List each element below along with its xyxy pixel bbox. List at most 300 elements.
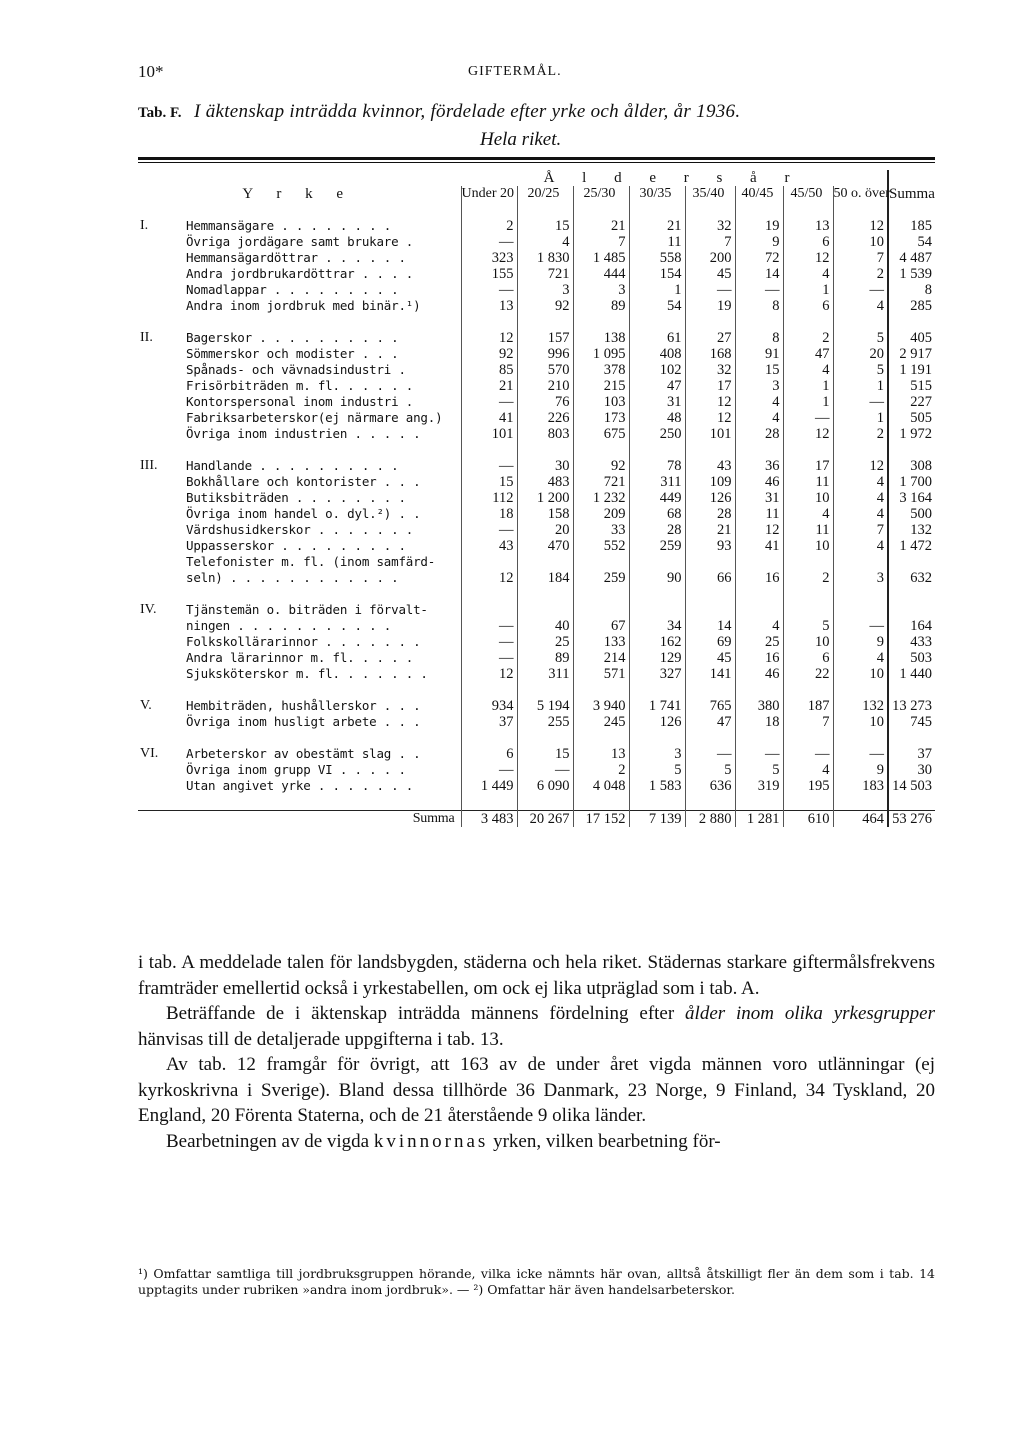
cell-value: 41 [461,410,517,426]
summa-value: 7 139 [629,811,685,828]
row-label: Butiksbiträden . . . . . . . . [186,490,406,505]
summa-value: 3 483 [461,811,517,828]
cell-value: 2 [461,218,517,234]
row-label: seln) . . . . . . . . . . . . [186,570,399,585]
cell-value: 15 [461,474,517,490]
table-row [138,762,935,778]
cell-value: 45 [685,266,735,282]
cell-summa: 227 [888,394,935,410]
summa-label: Summa [186,811,461,828]
row-label: Spånads- och vävnadsindustri . [186,362,406,377]
cell-value: 250 [629,426,685,442]
cell-value: 323 [461,250,517,266]
cell-value [685,602,735,618]
cell-value: 9 [833,634,888,650]
cell-value: 934 [461,698,517,714]
cell-value: 311 [517,666,573,682]
cell-value: 4 [735,394,783,410]
table-row [138,698,935,714]
cell-value: 1 095 [573,346,629,362]
cell-value: 3 [629,746,685,762]
header-age-col: 45/50 [783,186,833,202]
cell-value: 32 [685,362,735,378]
cell-value: 12 [685,410,735,426]
cell-value: 34 [629,618,685,634]
cell-value: 138 [573,330,629,346]
cell-value: 28 [629,522,685,538]
cell-value: 1 830 [517,250,573,266]
cell-value: 5 [629,762,685,778]
table-row [138,666,935,682]
cell-value: 46 [735,474,783,490]
table-row [138,362,935,378]
cell-value: 1 741 [629,698,685,714]
cell-value: 8 [735,330,783,346]
cell-value: 4 [783,266,833,282]
cell-summa: 1 472 [888,538,935,554]
header-aldersar: Å l d e r s å r [543,170,802,186]
cell-summa: 632 [888,570,935,586]
table-row [138,394,935,410]
header-summa: Summa [888,170,935,202]
cell-value [461,554,517,570]
cell-summa [888,602,935,618]
cell-summa: 745 [888,714,935,730]
body-text [138,950,935,1154]
cell-value: 4 [783,362,833,378]
table-title [138,101,938,150]
cell-value: 12 [783,250,833,266]
title-line-1: I äktenskap inträdda kvinnor, fördelade efter yrke och ålder, år 1936. [194,101,741,122]
cell-value: 259 [573,570,629,586]
cell-value: 109 [685,474,735,490]
header-age-col: Under 20 [461,186,517,202]
title-line-2: Hela riket. [480,129,562,150]
cell-value: 255 [517,714,573,730]
cell-value: 8 [735,298,783,314]
cell-value: 47 [629,378,685,394]
cell-value: 10 [783,538,833,554]
row-label: Frisörbiträden m. fl. . . . . . [186,378,414,393]
cell-value: 4 [735,410,783,426]
cell-value: — [461,394,517,410]
cell-value: 721 [573,474,629,490]
row-label: Bokhållare och kontorister . . . [186,474,421,489]
cell-value: — [833,746,888,762]
cell-summa: 308 [888,458,935,474]
cell-value: 996 [517,346,573,362]
header-age-col: 30/35 [629,186,685,202]
cell-value [833,554,888,570]
table-row [138,490,935,506]
header-age-col: 50 o. över [833,186,890,201]
cell-value: 10 [783,634,833,650]
cell-value: 245 [573,714,629,730]
cell-value: 1 200 [517,490,573,506]
paragraph-1: i tab. A meddelade talen för landsbygden, städerna och hela riket. Städernas starkare giftermålsfrekvens framträder emellertid också i yrkestabellen, om ock ej lika utpräglad som i tab. A. [138,952,935,999]
cell-value: 91 [735,346,783,362]
cell-value: 3 940 [573,698,629,714]
table-row [138,650,935,666]
cell-value: 19 [735,218,783,234]
cell-value: 7 [685,234,735,250]
cell-value: 184 [517,570,573,586]
cell-summa: 14 503 [888,778,935,794]
row-label: Tjänstemän o. biträden i förvalt- [186,602,428,617]
cell-value: 31 [735,490,783,506]
cell-value [461,602,517,618]
cell-value: 28 [735,426,783,442]
table-row [138,570,935,586]
cell-value: 4 [735,618,783,634]
cell-value: 7 [573,234,629,250]
cell-value: 157 [517,330,573,346]
table-row [138,330,935,346]
cell-value: 18 [461,506,517,522]
row-label: Kontorspersonal inom industri . [186,394,414,409]
cell-value: 2 [783,570,833,586]
paragraph-3: Av tab. 12 framgår för övrigt, att 163 av de under året vigda männen voro utlänningar (ej kyrkoskrivna i Sverige). Bland dessa tillhörde 36 Danmark, 23 Norge, 9 Finland, 34 Tyskland, 20 England, 20 Förenta Staterna, och de 21 återstående 9 olika länder. [138,1054,935,1126]
cell-value: 101 [685,426,735,442]
cell-value: 19 [685,298,735,314]
cell-value: 43 [685,458,735,474]
cell-value: 10 [833,234,888,250]
row-label: ningen . . . . . . . . . . . [186,618,392,633]
row-label: Folkskollärarinnor . . . . . . . [186,634,421,649]
cell-value: 12 [461,666,517,682]
cell-value: 7 [833,522,888,538]
cell-value: 12 [833,458,888,474]
table-row [138,234,935,250]
cell-summa: 1 539 [888,266,935,282]
row-label: Handlande . . . . . . . . . . [186,458,399,473]
cell-value: 449 [629,490,685,506]
cell-value: 54 [629,298,685,314]
page-header [138,62,938,86]
cell-value: 41 [735,538,783,554]
cell-summa: 54 [888,234,935,250]
table-row [138,618,935,634]
cell-value: 9 [833,762,888,778]
row-label: Fabriksarbeterskor(ej närmare ang.) [186,410,443,425]
cell-value: 1 449 [461,778,517,794]
cell-value: 103 [573,394,629,410]
cell-value: 765 [685,698,735,714]
table-row [138,282,935,298]
cell-value: 85 [461,362,517,378]
cell-value: — [685,282,735,298]
cell-summa: 37 [888,746,935,762]
cell-value: 16 [735,650,783,666]
cell-value: 1 485 [573,250,629,266]
cell-summa: 1 700 [888,474,935,490]
cell-value: 2 [573,762,629,778]
cell-summa: 185 [888,218,935,234]
cell-value: 11 [783,522,833,538]
cell-value: 1 232 [573,490,629,506]
cell-value: 33 [573,522,629,538]
cell-value [629,602,685,618]
table-row [138,602,935,618]
cell-value: 483 [517,474,573,490]
cell-value: 89 [573,298,629,314]
cell-value: 558 [629,250,685,266]
cell-value: 22 [783,666,833,682]
cell-value: 126 [629,714,685,730]
cell-value: 10 [833,714,888,730]
cell-value: 3 [833,570,888,586]
table-row [138,298,935,314]
cell-value: 48 [629,410,685,426]
row-label: Utan angivet yrke . . . . . . . [186,778,414,793]
table-label: Tab. F. [138,105,182,121]
row-label: Övriga inom handel o. dyl.²) . . [186,506,421,521]
row-label: Hembiträden, hushållerskor . . . [186,698,421,713]
cell-value: 7 [783,714,833,730]
cell-value: 6 [783,234,833,250]
cell-value: 6 [783,298,833,314]
cell-value: 803 [517,426,573,442]
cell-value: 4 [517,234,573,250]
cell-value: 72 [735,250,783,266]
cell-value: 4 [783,762,833,778]
cell-value [735,554,783,570]
cell-value: 12 [735,522,783,538]
cell-value [735,602,783,618]
cell-value: 14 [685,618,735,634]
cell-value: 408 [629,346,685,362]
cell-value: 195 [783,778,833,794]
cell-value: 4 [833,650,888,666]
cell-value: — [461,234,517,250]
cell-summa: 505 [888,410,935,426]
table-row [138,746,935,762]
header-age-col: 25/30 [573,186,629,202]
cell-value: 92 [461,346,517,362]
cell-value: 5 [685,762,735,778]
header-age-col: 20/25 [517,186,573,202]
cell-value: 5 [833,362,888,378]
row-label: Hemmansägare . . . . . . . . [186,218,392,233]
cell-value: 3 [517,282,573,298]
cell-value: 69 [685,634,735,650]
cell-value: 93 [685,538,735,554]
cell-value: 226 [517,410,573,426]
cell-value: 28 [685,506,735,522]
cell-value: 311 [629,474,685,490]
cell-value: 155 [461,266,517,282]
group-number: II. [140,330,153,345]
cell-value: 32 [685,218,735,234]
cell-value [685,554,735,570]
cell-summa: 405 [888,330,935,346]
cell-value: — [685,746,735,762]
cell-summa: 1 191 [888,362,935,378]
title-rule-thin [138,162,935,163]
cell-value: 5 [833,330,888,346]
cell-value: 470 [517,538,573,554]
cell-value: — [461,650,517,666]
cell-value: 101 [461,426,517,442]
cell-value: 319 [735,778,783,794]
cell-value: 21 [629,218,685,234]
cell-value: 66 [685,570,735,586]
cell-value: 90 [629,570,685,586]
table-row [138,778,935,794]
cell-value: 183 [833,778,888,794]
row-label: Sjuksköterskor m. fl. . . . . . . [186,666,428,681]
cell-value: 4 [783,506,833,522]
cell-value: 4 [833,298,888,314]
cell-value: 162 [629,634,685,650]
cell-value: 30 [517,458,573,474]
cell-value: — [461,522,517,538]
cell-value [783,602,833,618]
cell-value: 133 [573,634,629,650]
cell-summa: 2 917 [888,346,935,362]
cell-summa [888,554,935,570]
cell-summa: 30 [888,762,935,778]
table-row [138,378,935,394]
cell-value: 102 [629,362,685,378]
cell-value: 40 [517,618,573,634]
cell-value: 43 [461,538,517,554]
cell-value: 1 [783,378,833,394]
cell-value: 5 194 [517,698,573,714]
cell-value: 126 [685,490,735,506]
cell-value: 25 [517,634,573,650]
cell-value: 570 [517,362,573,378]
cell-value: 25 [735,634,783,650]
table-row [138,522,935,538]
running-head: GIFTERMÅL. [468,64,562,79]
cell-value: 76 [517,394,573,410]
cell-value: 187 [783,698,833,714]
summa-value: 1 281 [735,811,783,828]
header-age-col: 35/40 [685,186,735,202]
table-row [138,506,935,522]
cell-value: 27 [685,330,735,346]
cell-value: 4 [833,474,888,490]
cell-value: 31 [629,394,685,410]
table-row [138,426,935,442]
cell-value [573,554,629,570]
cell-value: 378 [573,362,629,378]
cell-value: 1 [629,282,685,298]
cell-value: 168 [685,346,735,362]
row-label: Sömmerskor och modister . . . [186,346,399,361]
cell-value: 4 [833,490,888,506]
cell-value: — [461,458,517,474]
cell-value: — [461,762,517,778]
paragraph-2: Beträffande de i äktenskap inträdda männens fördelning efter ålder inom olika yrkesgrupper hänvisas till de detaljerade uppgifterna i tab. 13. [138,1003,936,1050]
cell-value: 215 [573,378,629,394]
header-yrke: Y r k e [242,186,354,202]
cell-value: 10 [783,490,833,506]
title-rule [138,157,935,160]
cell-value: 12 [461,330,517,346]
cell-value: 2 [783,330,833,346]
row-label: Övriga jordägare samt brukare . [186,234,414,249]
cell-value: 4 048 [573,778,629,794]
table-row [138,250,935,266]
cell-value: 4 [833,506,888,522]
cell-value: 15 [517,746,573,762]
cell-value: 209 [573,506,629,522]
cell-value: 11 [629,234,685,250]
cell-value: — [517,762,573,778]
cell-value [573,602,629,618]
cell-value: 16 [735,570,783,586]
cell-value [629,554,685,570]
cell-value: 721 [517,266,573,282]
cell-value: 210 [517,378,573,394]
cell-value: — [461,618,517,634]
group-number: III. [140,458,158,473]
cell-value: 6 [461,746,517,762]
paragraph-4: Bearbetningen av de vigda kvinnornas yrken, vilken bearbetning för- [166,1130,721,1152]
cell-value: 11 [735,506,783,522]
cell-value: 10 [833,666,888,682]
group-number: IV. [140,602,157,617]
cell-value: 13 [573,746,629,762]
table-row [138,538,935,554]
cell-value: 37 [461,714,517,730]
table-row [138,266,935,282]
cell-summa: 132 [888,522,935,538]
cell-summa: 3 164 [888,490,935,506]
row-label: Uppasserskor . . . . . . . . . [186,538,406,553]
cell-value: 15 [517,218,573,234]
cell-value: 327 [629,666,685,682]
cell-value: 12 [833,218,888,234]
row-label: Övriga inom husligt arbete . . . [186,714,421,729]
cell-value: — [461,634,517,650]
cell-value: — [833,394,888,410]
summa-value: 20 267 [517,811,573,828]
table-row [138,410,935,426]
cell-value: 1 583 [629,778,685,794]
cell-value: 3 [573,282,629,298]
cell-value: — [461,282,517,298]
cell-summa: 500 [888,506,935,522]
cell-value: 20 [833,346,888,362]
cell-value: 571 [573,666,629,682]
cell-summa: 164 [888,618,935,634]
cell-value: 13 [783,218,833,234]
cell-value: 45 [685,650,735,666]
cell-value: — [833,282,888,298]
cell-value: 1 [833,410,888,426]
row-label: Andra inom jordbruk med binär.¹) [186,298,421,313]
cell-value: — [783,746,833,762]
cell-value: 36 [735,458,783,474]
cell-value: 6 [783,650,833,666]
cell-value: 21 [461,378,517,394]
cell-summa: 13 273 [888,698,935,714]
data-table [138,170,935,827]
cell-value: 129 [629,650,685,666]
cell-value: 173 [573,410,629,426]
cell-value: — [735,746,783,762]
cell-value: 21 [573,218,629,234]
cell-value: — [783,410,833,426]
cell-value: — [833,618,888,634]
summa-total: 53 276 [888,811,935,828]
cell-value: 67 [573,618,629,634]
cell-value: 12 [783,426,833,442]
row-label: Värdshusidkerskor . . . . . . . [186,522,414,537]
